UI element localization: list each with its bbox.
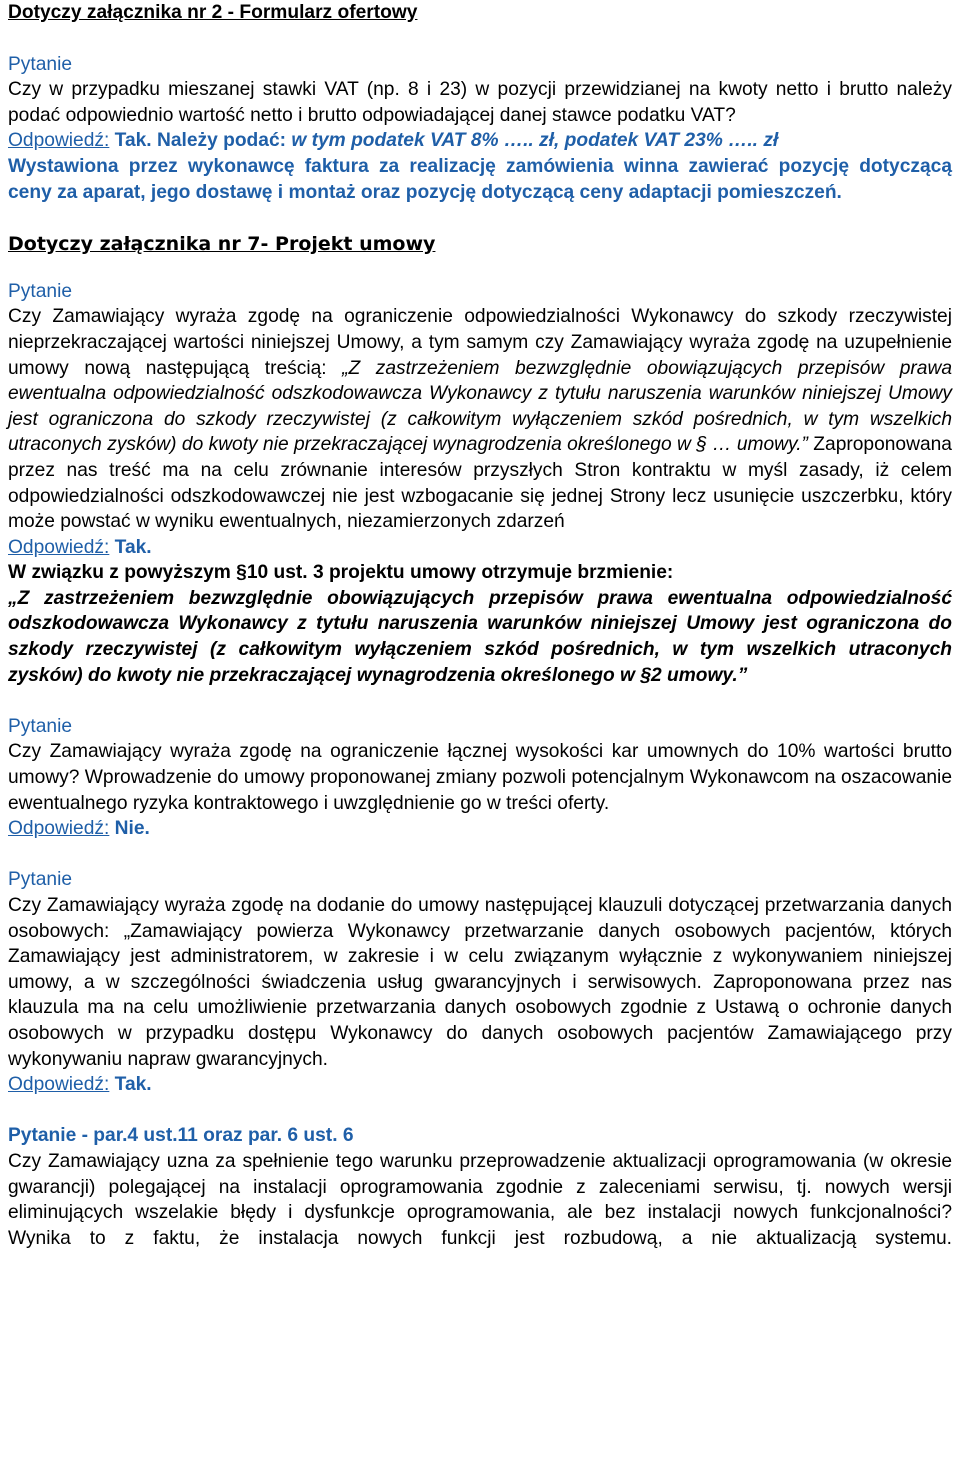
answer-bold-b: zł xyxy=(763,130,779,152)
answer-line xyxy=(8,535,952,561)
question-label: Pytanie - par.4 ust.11 oraz par. 6 ust. 6 xyxy=(8,1125,354,1147)
question-text xyxy=(8,304,952,534)
question-text: Czy Zamawiający wyraża zgodę na ograniczenie łącznej wysokości kar umownych do 10% wartości brutto umowy? Wprowadzenie do umowy proponowanej zmiany pozwoli potencjalnym Wykonawcom na oszacowanie ewentualnego ryzyka kontraktowego i uwzględnienie go w treści oferty. xyxy=(8,741,952,814)
answer-label: Odpowiedź: xyxy=(8,818,110,840)
answer-bold-a: Należy podać: xyxy=(156,130,287,152)
answer-value: Nie. xyxy=(114,818,150,840)
answer-label: Odpowiedź: xyxy=(8,1074,110,1096)
question-text: Czy w przypadku mieszanej stawki VAT (np. 8 i 23) w pozycji przewidzianej na kwoty netto i brutto należy podać odpowiednio wartość netto i brutto odpowiadającej danej stawce podatku VAT? xyxy=(8,79,952,126)
section-title: Dotyczy załącznika nr 7- Projekt umowy xyxy=(8,232,436,255)
question-label: Pytanie xyxy=(8,869,72,891)
question-text: Czy Zamawiający wyraża zgodę na dodanie do umowy następującej klauzuli dotyczącej przetwarzania danych osobowych: „Zamawiający powierza Wykonawcy przetwarzanie danych osobowych pacjentów, których Zamawiający jest administratorem, w zakresie i w celu związanym wyłącznie z wykonywaniem niniejszej umowy, a w szczególności świadczenia usług gwarancyjnych i serwisowych. Zaproponowana przez nas klauzula ma na celu umożliwienie przetwarzania danych osobowych zgodnie z Ustawą o ochronie danych osobowych w przypadku dostępu Wykonawcy do danych osobowych pacjentów Zamawiającego przy wykonywaniu napraw gwarancyjnych. xyxy=(8,895,952,1070)
question-text-plain: Czy Zamawiający wyraża zgodę na ograniczenie odpowiedzialności Wykonawcy do szkody rzeczywistej nieprzekraczającej wartości niniejszej Umowy, a tym samym czy Zamawiający wyraża zgodę na uzupełnienie umowy nową następującą treścią: xyxy=(8,306,952,379)
answer-label: Odpowiedź: xyxy=(8,130,110,152)
answer-value: Tak. xyxy=(114,1074,152,1096)
question-label: Pytanie xyxy=(8,280,72,302)
question-label: Pytanie xyxy=(8,53,72,75)
answer-quote: „Z zastrzeżeniem bezwzględnie obowiązujących przepisów prawa ewentualna odpowiedzialność odszkodowawcza Wykonawcy z tytułu naruszenia warunków niniejszej Umowy jest ograniczona do szkody rzeczywistej (z całkowitym wyłączeniem szkód pośrednich, w tym wszelkich utraconych zysków) do kwoty nie przekraczającej wynagrodzenia określonego w §2 umowy.” xyxy=(8,587,952,686)
section-title: Dotyczy załącznika nr 2 - Formularz ofertowy xyxy=(8,2,418,23)
answer-line xyxy=(8,128,952,154)
question-text-italic: „Z zastrzeżeniem bezwzględnie obowiązujących przepisów prawa ewentualna odpowiedzialność odszkodowawcza Wykonawcy z tytułu naruszenia warunków niniejszej Umowy jest ograniczona do szkody rzeczywistej (z całkowitym wyłączeniem szkód pośrednich, w tym wszelkich utraconych zysków) do kwoty nie przekraczającej wynagrodzenia określonego w § … umowy.” xyxy=(8,357,953,456)
question-text: Czy Zamawiający uzna za spełnienie tego warunku przeprowadzenie aktualizacji oprogramowania (w okresie gwarancji) polegającej na instalacji oprogramowania zgodnie z zaleceniami serwisu, tj. nowych wersji eliminujących wszelakie błędy i dysfunkcje oprogramowania, ale bez instalacji nowych funkcjonalności? Wynika to z faktu, że instalacja nowych funkcji jest rozbudową, a nie aktualizacją systemu. xyxy=(8,1150,952,1249)
answer-label: Odpowiedź: xyxy=(8,536,110,558)
answer-bold-italic: w tym podatek VAT 8% ….. zł, podatek VAT 23% ….. xyxy=(291,130,758,152)
answer-text: W związku z powyższym §10 ust. 3 projektu umowy otrzymuje brzmienie: xyxy=(8,562,674,584)
question-label: Pytanie xyxy=(8,715,72,737)
answer-line xyxy=(8,1072,952,1098)
question-text-after: Zaproponowana przez nas treść ma na celu zrównanie interesów przyszłych Stron kontraktu w myśl zasady, iż celem odpowiedzialności odszkodowawczej nie jest wzbogacanie się jednej Strony lecz usunięcie uszczerbku, który może powstać w wyniku ewentualnych, niezamierzonych zdarzeń xyxy=(8,434,952,533)
answer-text: Wystawiona przez wykonawcę faktura za realizację zamówienia winna zawierać pozycję dotyczącą ceny za aparat, jego dostawę i montaż oraz pozycję dotyczącą ceny adaptacji pomieszczeń. xyxy=(8,155,952,203)
answer-line xyxy=(8,816,952,842)
answer-value: Tak. xyxy=(114,130,152,152)
answer-value: Tak. xyxy=(114,536,152,558)
